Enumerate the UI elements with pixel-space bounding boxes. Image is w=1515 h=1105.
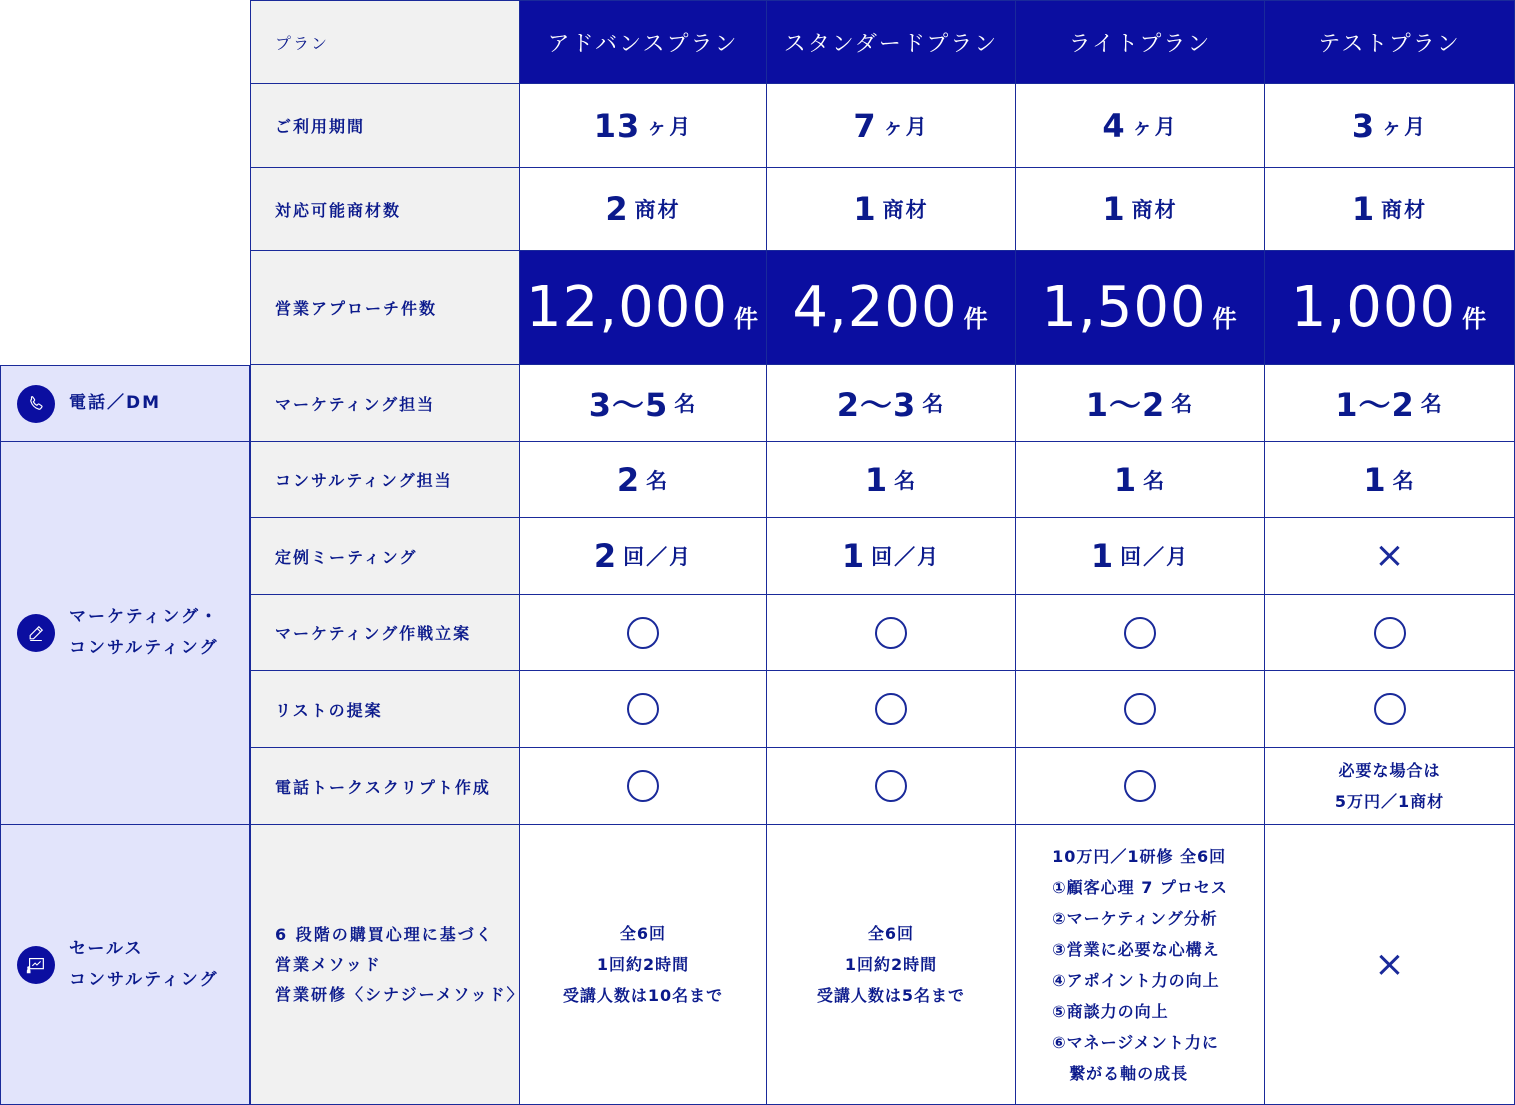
circle-mark xyxy=(627,617,659,649)
value-number: 12,000 xyxy=(526,275,728,340)
value-unit: 商材 xyxy=(1131,198,1178,222)
value-unit: 商材 xyxy=(1381,198,1428,222)
circle-mark xyxy=(875,693,907,725)
script-standard xyxy=(767,748,1016,825)
category-phone-dm xyxy=(0,365,250,442)
value-number: 1 xyxy=(853,190,877,228)
value-number: 1〜2 xyxy=(1335,386,1415,424)
value-number: 1 xyxy=(1351,190,1376,228)
value-unit: 名 xyxy=(674,392,698,416)
value-number: 1,500 xyxy=(1041,275,1207,340)
value-unit: 商材 xyxy=(882,198,929,222)
strategy-light xyxy=(1016,595,1265,671)
period-light xyxy=(1016,84,1265,168)
header-label: プラン xyxy=(250,0,520,84)
value-number: 1 xyxy=(1363,460,1387,499)
plan-advance: アドバンスプラン xyxy=(520,0,767,84)
list-advance xyxy=(520,671,767,748)
category-label: セールス コンサルティング xyxy=(69,938,219,990)
training-standard-text: 全6回 1回約2時間 受講人数は5名まで xyxy=(816,924,966,1005)
period-standard xyxy=(767,84,1016,168)
consult-staff-advance xyxy=(520,442,767,518)
row-label-period: ご利用期間 xyxy=(250,84,520,168)
value-number: 2 xyxy=(605,190,629,228)
approach-advance xyxy=(520,251,767,365)
cross-mark: × xyxy=(1374,943,1405,985)
script-light xyxy=(1016,748,1265,825)
value-unit: 商材 xyxy=(634,198,681,222)
list-light xyxy=(1016,671,1265,748)
circle-mark xyxy=(875,617,907,649)
value-unit: 名 xyxy=(646,468,670,493)
products-advance xyxy=(520,168,767,251)
approach-standard xyxy=(767,251,1016,365)
marketing-staff-standard xyxy=(767,365,1016,442)
row-label-products: 対応可能商材数 xyxy=(250,168,520,251)
plan-standard: スタンダードプラン xyxy=(767,0,1016,84)
training-standard xyxy=(767,825,1016,1105)
plan-test: テストプラン xyxy=(1265,0,1515,84)
value-number: 4,200 xyxy=(792,275,958,340)
circle-mark xyxy=(1124,693,1156,725)
value-unit: 名 xyxy=(922,392,946,416)
marketing-staff-advance xyxy=(520,365,767,442)
value-number: 3 xyxy=(1351,106,1376,145)
period-test xyxy=(1265,84,1515,168)
value-number: 4 xyxy=(1102,106,1126,145)
value-unit: 回／月 xyxy=(871,545,941,569)
value-unit: ヶ月 xyxy=(1381,114,1428,139)
value-unit: 名 xyxy=(1392,468,1416,493)
meeting-standard xyxy=(767,518,1016,595)
consult-staff-test xyxy=(1265,442,1515,518)
value-unit: 回／月 xyxy=(1120,545,1190,569)
circle-mark xyxy=(1374,617,1406,649)
script-test-note: 必要な場合は 5万円／1商材 xyxy=(1334,761,1445,811)
value-unit: ヶ月 xyxy=(646,114,693,139)
training-advance xyxy=(520,825,767,1105)
value-number: 2 xyxy=(593,537,618,575)
value-unit: 名 xyxy=(1143,468,1167,493)
value-unit: ヶ月 xyxy=(882,114,929,139)
value-unit: ヶ月 xyxy=(1131,114,1178,139)
training-label-text: 6 段階の購買心理に基づく 営業メソッド 営業研修〈シナジーメソッド〉 xyxy=(275,924,525,1004)
value-number: 7 xyxy=(853,106,877,145)
meeting-advance xyxy=(520,518,767,595)
script-test xyxy=(1265,748,1515,825)
value-unit: 回／月 xyxy=(623,545,693,569)
period-advance xyxy=(520,84,767,168)
category-label: マーケティング・ コンサルティング xyxy=(69,607,219,658)
value-unit: 名 xyxy=(1171,392,1195,416)
consult-staff-standard xyxy=(767,442,1016,518)
training-test xyxy=(1265,825,1515,1105)
training-light-text: 10万円／1研修 全6回 ①顧客心理 7 プロセス ②マーケティング分析 ③営業に必要な心構え ④アポイント力の向上 ⑤商談力の向上 ⑥マネージメント力に 繋がる軸の成長 xyxy=(1052,846,1228,1083)
value-number: 1,000 xyxy=(1290,275,1457,340)
training-light xyxy=(1016,825,1265,1105)
circle-mark xyxy=(1124,770,1156,802)
circle-mark xyxy=(1374,693,1406,725)
pen-icon xyxy=(17,614,55,652)
approach-light xyxy=(1016,251,1265,365)
script-advance xyxy=(520,748,767,825)
category-label: 電話／DM xyxy=(69,393,162,413)
strategy-advance xyxy=(520,595,767,671)
value-unit: 名 xyxy=(1420,392,1444,416)
value-number: 1 xyxy=(1113,460,1138,499)
category-marketing-consulting xyxy=(0,442,250,825)
value-unit: 名 xyxy=(894,468,918,493)
meeting-light xyxy=(1016,518,1265,595)
value-number: 13 xyxy=(593,106,641,145)
list-test xyxy=(1265,671,1515,748)
plan-light: ライトプラン xyxy=(1016,0,1265,84)
training-advance-text: 全6回 1回約2時間 受講人数は10名まで xyxy=(562,924,724,1005)
approach-test xyxy=(1265,251,1515,365)
row-label-marketing-staff: マーケティング担当 xyxy=(250,365,520,442)
list-standard xyxy=(767,671,1016,748)
value-number: 3〜5 xyxy=(588,386,669,424)
strategy-standard xyxy=(767,595,1016,671)
category-sales-consulting xyxy=(0,825,250,1105)
value-number: 2 xyxy=(616,460,641,499)
circle-mark xyxy=(627,693,659,725)
value-number: 1 xyxy=(1102,190,1126,228)
value-unit: 件 xyxy=(733,305,760,333)
value-number: 1 xyxy=(841,537,866,575)
strategy-test xyxy=(1265,595,1515,671)
value-number: 2〜3 xyxy=(836,386,917,424)
value-unit: 件 xyxy=(1462,305,1489,333)
marketing-staff-light xyxy=(1016,365,1265,442)
value-unit: 件 xyxy=(963,305,990,333)
circle-mark xyxy=(875,770,907,802)
marketing-staff-test xyxy=(1265,365,1515,442)
row-label-script: 電話トークスクリプト作成 xyxy=(250,748,520,825)
phone-icon xyxy=(17,385,55,423)
row-label-consult-staff: コンサルティング担当 xyxy=(250,442,520,518)
circle-mark xyxy=(627,770,659,802)
circle-mark xyxy=(1124,617,1156,649)
blank-corner xyxy=(0,0,250,365)
meeting-test xyxy=(1265,518,1515,595)
row-label-strategy: マーケティング作戦立案 xyxy=(250,595,520,671)
cross-mark: × xyxy=(1374,535,1405,576)
products-standard xyxy=(767,168,1016,251)
value-unit: 件 xyxy=(1212,305,1239,333)
row-label-meeting: 定例ミーティング xyxy=(250,518,520,595)
row-label-approach: 営業アプローチ件数 xyxy=(250,251,520,365)
presentation-icon xyxy=(17,946,55,984)
value-number: 1 xyxy=(864,460,889,499)
row-label-list: リストの提案 xyxy=(250,671,520,748)
consult-staff-light xyxy=(1016,442,1265,518)
row-label-training xyxy=(250,825,525,1105)
products-test xyxy=(1265,168,1515,251)
products-light xyxy=(1016,168,1265,251)
value-number: 1〜2 xyxy=(1085,386,1166,424)
value-number: 1 xyxy=(1090,537,1115,575)
